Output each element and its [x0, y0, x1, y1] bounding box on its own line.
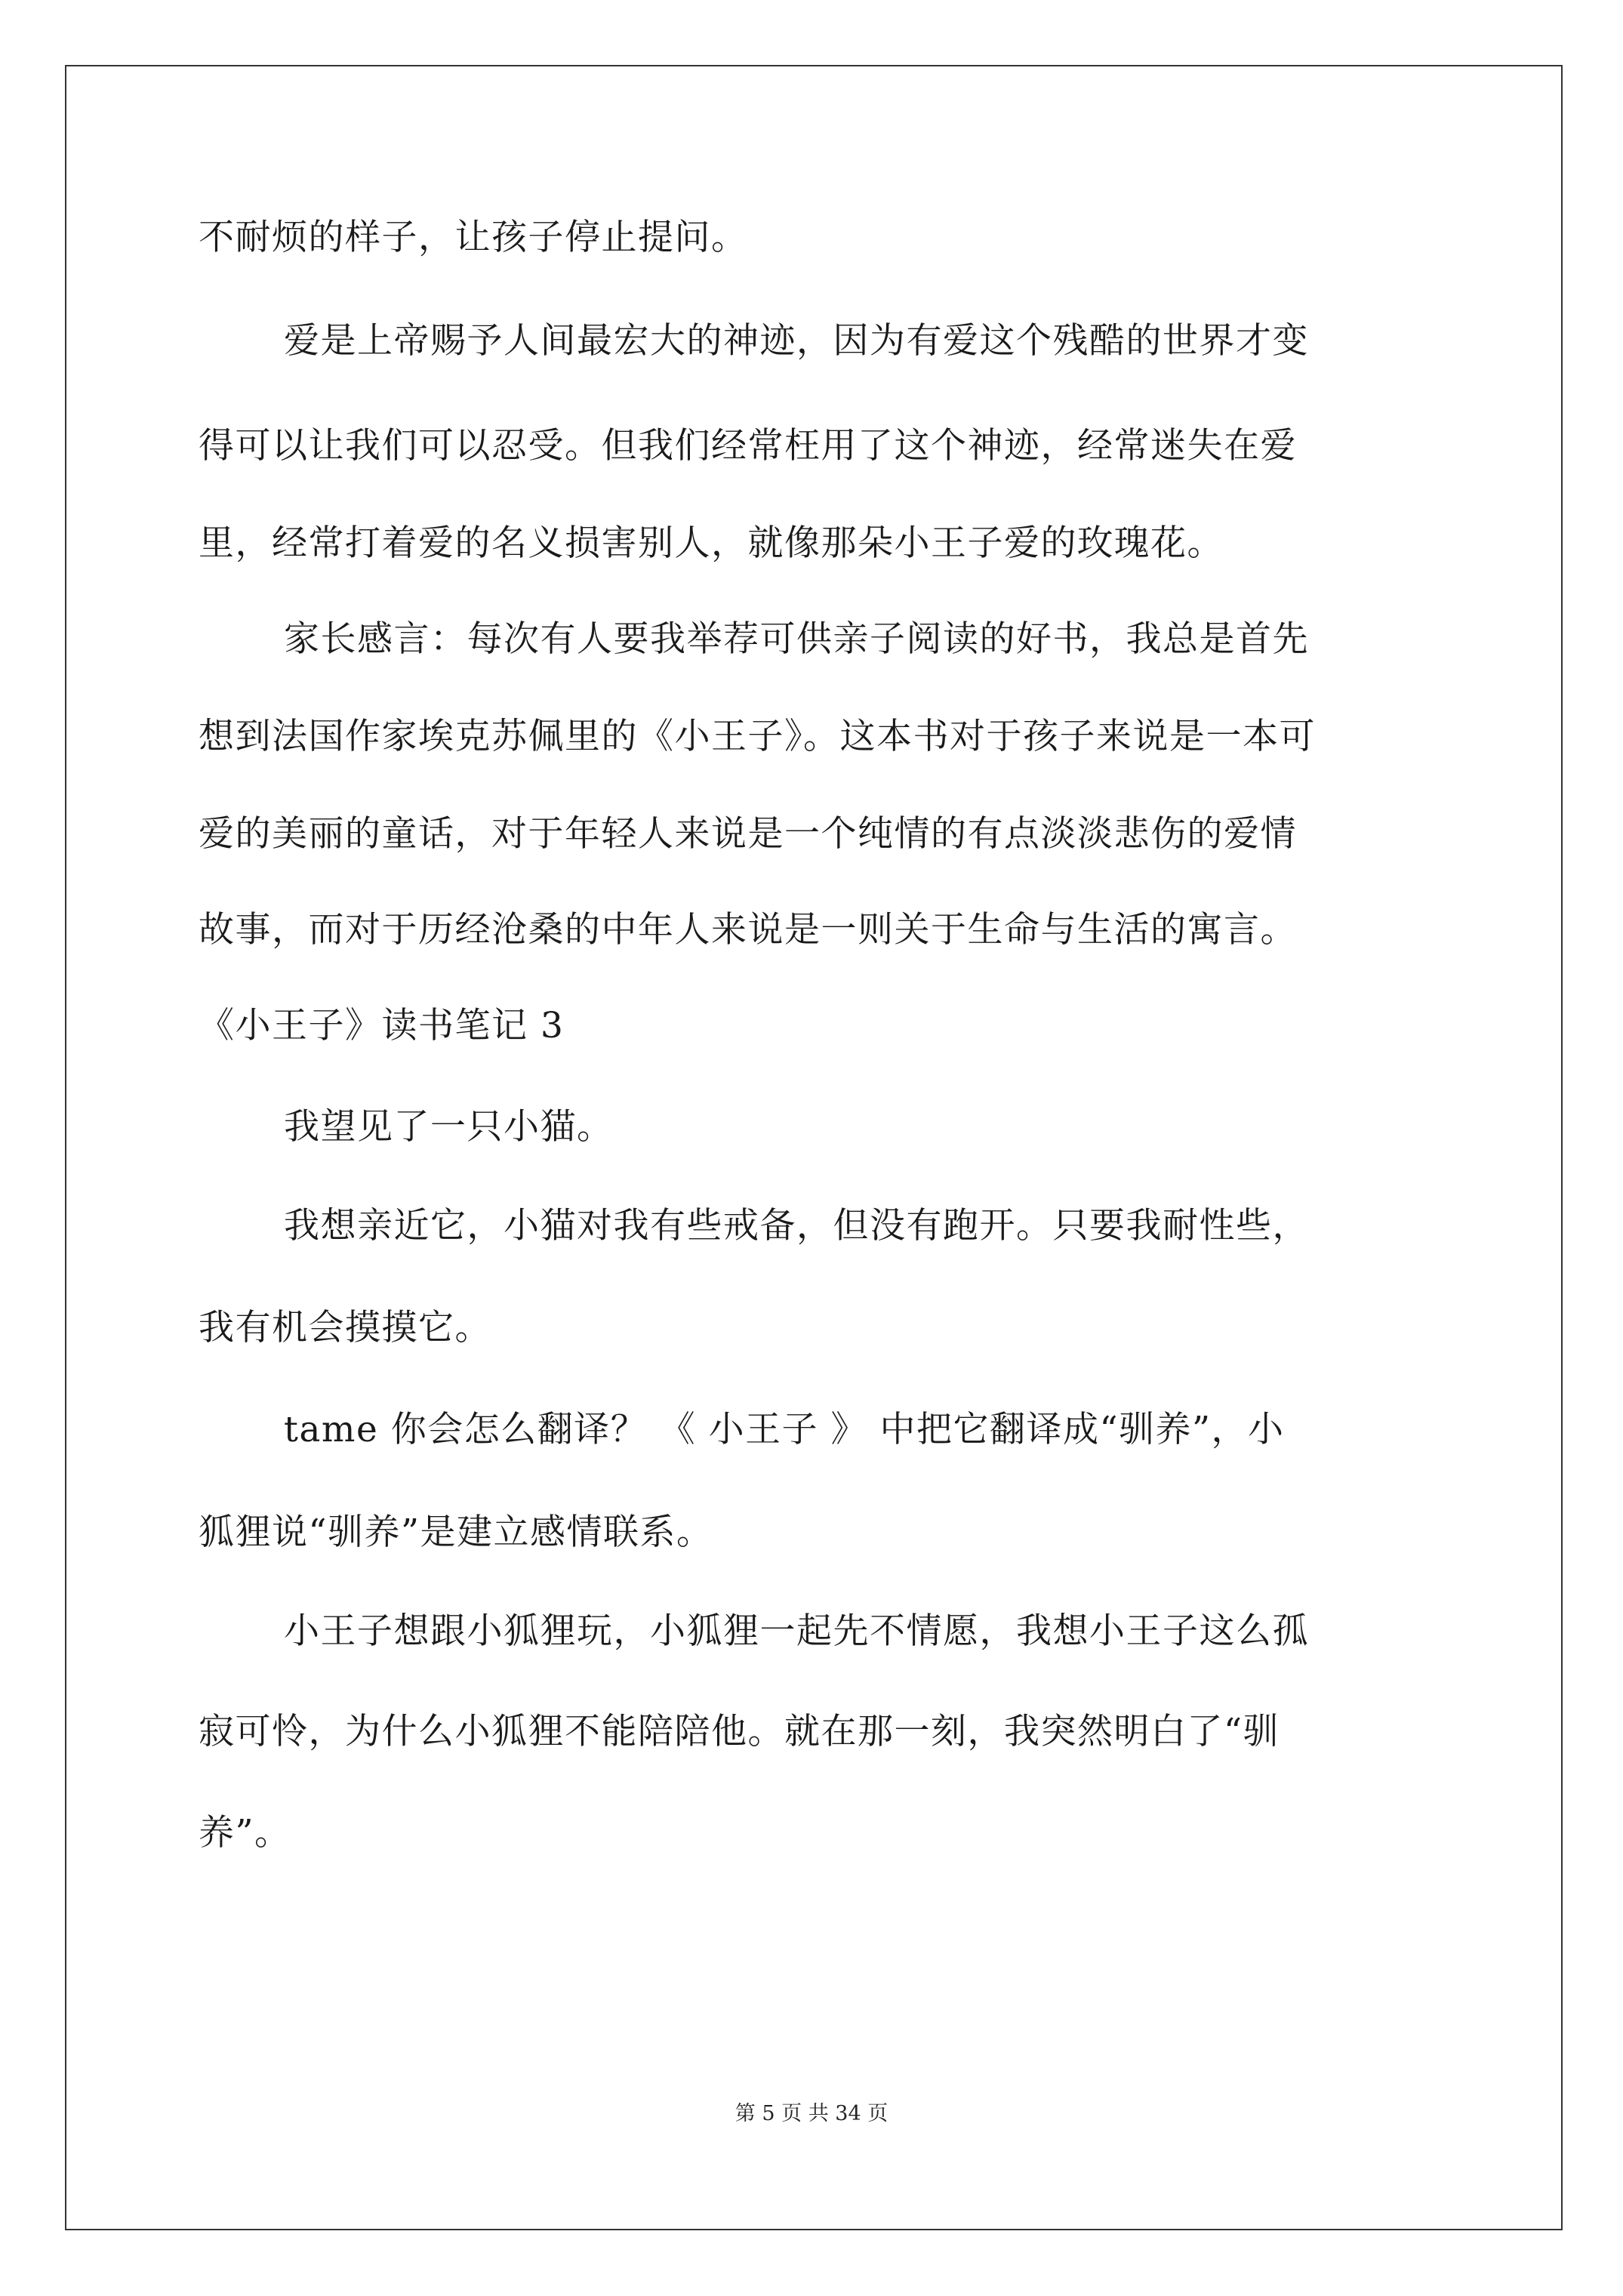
paragraph-line: 想到法国作家埃克苏佩里的《小王子》。这本书对于孩子来说是一本可	[199, 716, 1316, 757]
paragraph-line: 我望见了一只小猫。	[284, 1106, 614, 1148]
section-heading: 《小王子》读书笔记 3	[199, 1005, 565, 1046]
paragraph-line: 家长感言：每次有人要我举荐可供亲子阅读的好书，我总是首先	[284, 618, 1309, 660]
paragraph-line: 爱的美丽的童话，对于年轻人来说是一个纯情的有点淡淡悲伤的爱情	[199, 813, 1297, 855]
paragraph-line: 我有机会摸摸它。	[199, 1307, 491, 1348]
paragraph-line: 我想亲近它，小猫对我有些戒备，但没有跑开。只要我耐性些，	[284, 1205, 1309, 1247]
paragraph-line: 不耐烦的样子，让孩子停止提问。	[199, 217, 748, 258]
paragraph-line: 得可以让我们可以忍受。但我们经常枉用了这个神迹，经常迷失在爱	[199, 425, 1297, 467]
paragraph-line: 小王子想跟小狐狸玩，小狐狸一起先不情愿，我想小王子这么孤	[284, 1610, 1309, 1652]
paragraph-line: 养”。	[199, 1812, 291, 1854]
paragraph-line: 爱是上帝赐予人间最宏大的神迹，因为有爱这个残酷的世界才变	[284, 320, 1309, 362]
page-footer: 第 5 页 共 34 页	[735, 2102, 888, 2125]
paragraph-line: 故事，而对于历经沧桑的中年人来说是一则关于生命与生活的寓言。	[199, 909, 1297, 951]
paragraph-line: 里，经常打着爱的名义损害别人，就像那朵小王子爱的玫瑰花。	[199, 522, 1224, 564]
paragraph-line: tame 你会怎么翻译？ 《 小王子 》 中把它翻译成“驯养”，小	[284, 1409, 1285, 1450]
paragraph-line: 狐狸说“驯养”是建立感情联系。	[199, 1512, 713, 1553]
paragraph-line: 寂可怜，为什么小狐狸不能陪陪他。就在那一刻，我突然明白了“驯	[199, 1711, 1280, 1752]
